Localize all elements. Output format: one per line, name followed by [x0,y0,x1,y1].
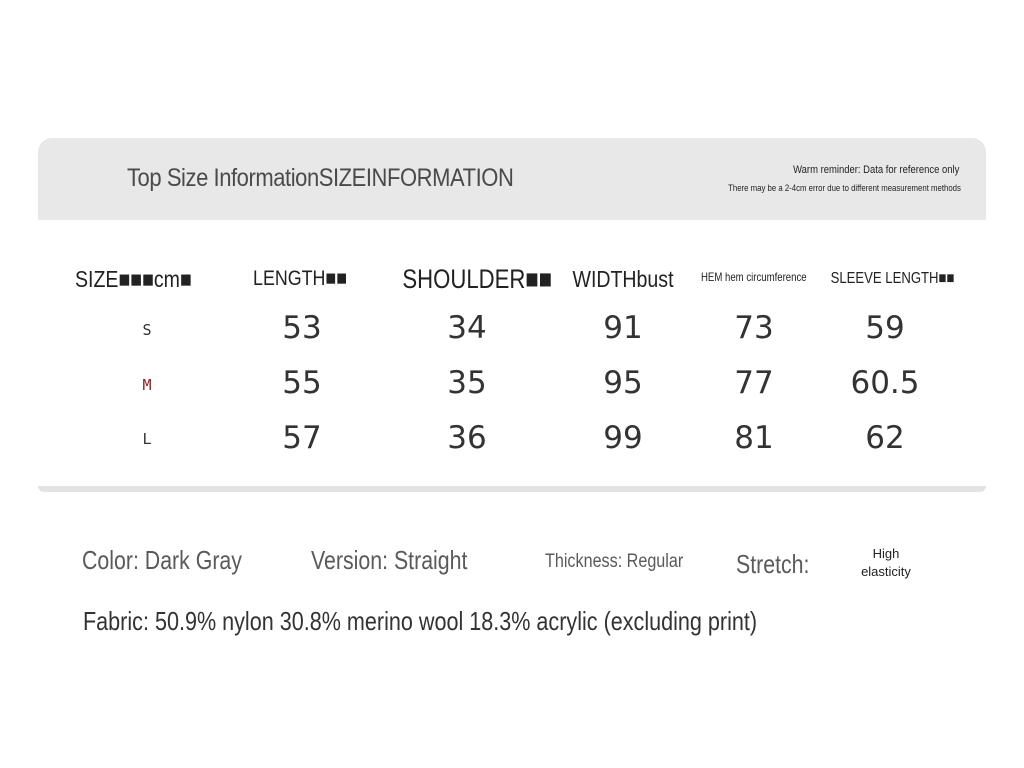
size-info-card [38,138,986,492]
shoulder-cell: 36 [447,420,487,456]
width-cell: 95 [603,365,643,401]
width-cell: 99 [603,420,643,456]
sleeve-cell: 59 [865,310,905,346]
fabric-composition: Fabric: 50.9% nylon 30.8% merino wool 18.3% acrylic (excluding print) [83,606,758,636]
length-cell: 53 [282,310,322,346]
stretch-label: Stretch: [736,549,810,579]
column-header-sleeve: SLEEVE LENGTH■■ [830,270,955,287]
size-cell: S [142,321,152,339]
column-header-shoulder: SHOULDER■■ [402,264,553,294]
measurement-error-note: There may be a 2-4cm error due to different measurement methods [728,183,961,194]
stretch-value [849,545,923,581]
length-cell: 55 [282,365,322,401]
hem-cell: 77 [734,365,774,401]
length-cell: 57 [282,420,322,456]
hem-cell: 73 [734,310,774,346]
hem-cell: 81 [734,420,774,456]
size-cell: L [142,430,152,448]
sleeve-cell: 60.5 [850,365,920,401]
reference-note: Warm reminder: Data for reference only [792,164,959,176]
card-bottom-edge [38,486,986,492]
stretch-value-line2: elasticity [861,564,911,579]
column-header-width: WIDTHbust [572,266,674,292]
thickness-attribute: Thickness: Regular [545,551,684,572]
column-header-size: SIZE■■■cm■ [75,266,192,292]
version-attribute: Version: Straight [311,545,468,575]
card-header [38,138,986,220]
column-header-length: LENGTH■■ [253,267,347,290]
sleeve-cell: 62 [865,420,905,456]
card-title: Top Size InformationSIZEINFORMATION [127,164,514,192]
column-header-hem: HEM hem circumference [701,270,807,284]
shoulder-cell: 34 [447,310,487,346]
color-attribute: Color: Dark Gray [82,545,242,575]
shoulder-cell: 35 [447,365,487,401]
stretch-value-line1: High [872,546,900,561]
width-cell: 91 [603,310,643,346]
size-cell: M [142,376,152,394]
